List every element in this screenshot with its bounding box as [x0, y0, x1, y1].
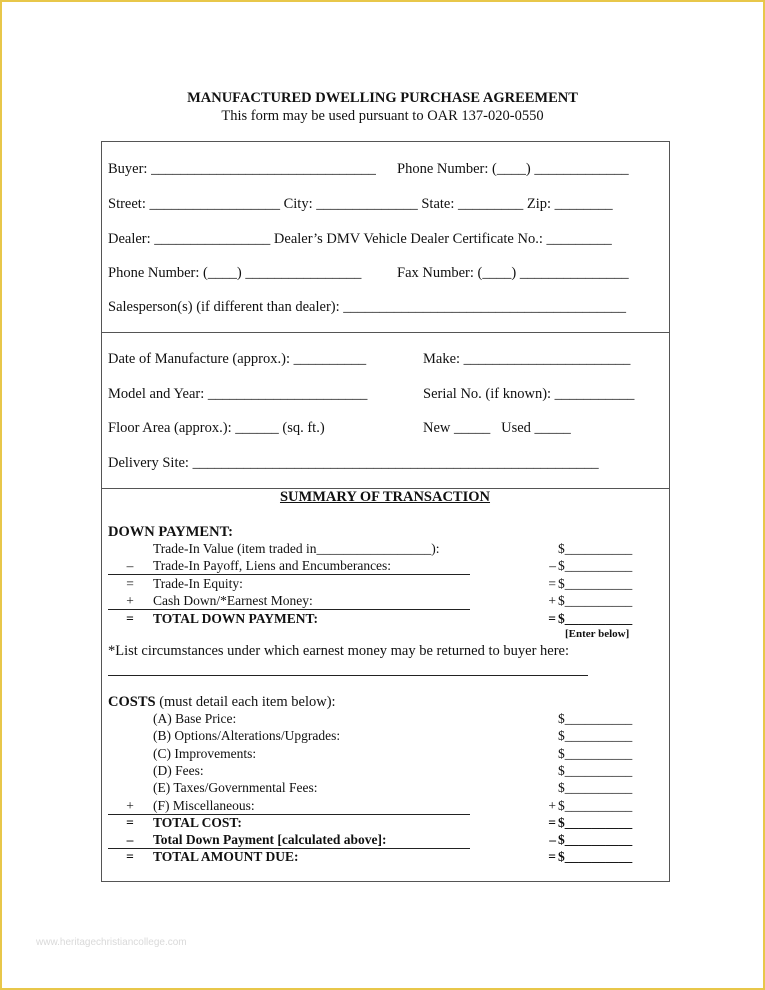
costs-heading: COSTS [108, 694, 156, 710]
row-sign: = [548, 575, 556, 591]
section-divider [101, 332, 670, 333]
row-label: (D) Fees: [153, 762, 204, 778]
row-sign: – [549, 832, 556, 848]
earnest-money-note: *List circumstances under which earnest money may be returned to buyer here: [108, 643, 570, 659]
row-sign: = [548, 849, 556, 865]
fax-field[interactable]: Fax Number: (____) _______________ [397, 265, 629, 281]
row-label: TOTAL COST: [153, 814, 242, 830]
summary-heading: SUMMARY OF TRANSACTION [279, 489, 491, 505]
buyer-field[interactable]: Buyer: _______________________________ [108, 161, 376, 177]
buyer-phone-field[interactable]: Phone Number: (____) _____________ [397, 161, 629, 177]
amount-field[interactable]: $__________ [558, 832, 633, 848]
row-label: Trade-In Payoff, Liens and Encumberances: [153, 558, 392, 574]
form-subtitle: This form may be used pursuant to OAR 137-020-0550 [221, 108, 544, 124]
earnest-money-line[interactable] [108, 675, 588, 676]
delivery-site-field[interactable]: Delivery Site: ________________________________________________________ [108, 455, 599, 471]
row-operator: – [126, 832, 134, 848]
row-operator: + [126, 593, 134, 609]
row-sign: = [548, 814, 556, 830]
row-label: (E) Taxes/Governmental Fees: [153, 780, 318, 796]
row-label: Cash Down/*Earnest Money: [153, 593, 313, 609]
row-operator: = [126, 814, 134, 830]
amount-field[interactable]: $__________ [558, 575, 633, 591]
row-sign: + [548, 797, 556, 813]
row-label: (F) Miscellaneous: [153, 797, 255, 813]
amount-field[interactable]: $__________ [558, 728, 633, 744]
amount-field[interactable]: $__________ [558, 814, 633, 830]
row-operator: + [126, 797, 134, 813]
amount-field[interactable]: $__________ [558, 762, 633, 778]
amount-field[interactable]: $__________ [558, 610, 633, 626]
enter-below-note: [Enter below] [565, 628, 630, 640]
amount-field[interactable]: $__________ [558, 745, 633, 761]
make-field[interactable]: Make: _______________________ [423, 351, 631, 367]
row-label: (C) Improvements: [153, 745, 257, 761]
row-label: TOTAL DOWN PAYMENT: [153, 610, 319, 626]
new-used-field[interactable]: New _____ Used _____ [423, 420, 571, 436]
amount-field[interactable]: $__________ [558, 780, 633, 796]
row-sign: – [549, 558, 556, 574]
address-field[interactable]: Street: __________________ City: ______________ State: _________ Zip: ________ [108, 196, 613, 212]
row-label: (A) Base Price: [153, 711, 237, 726]
salesperson-field[interactable]: Salesperson(s) (if different than dealer): _______________________________________ [108, 299, 627, 315]
row-label: (B) Options/Alterations/Upgrades: [153, 728, 341, 744]
date-of-manufacture-field[interactable]: Date of Manufacture (approx.): __________ [108, 351, 367, 367]
floor-area-field[interactable]: Floor Area (approx.): ______ (sq. ft.) [108, 420, 325, 436]
row-operator: = [126, 849, 134, 865]
amount-field[interactable]: $__________ [558, 849, 633, 865]
costs-note: (must detail each item below): [155, 694, 336, 710]
down-payment-heading: DOWN PAYMENT: [108, 524, 233, 540]
row-operator: = [126, 610, 134, 626]
amount-field[interactable]: $__________ [558, 558, 633, 574]
row-operator: – [126, 558, 134, 574]
row-operator: = [126, 575, 134, 591]
row-sign: + [548, 593, 556, 609]
row-label: Trade-In Value (item traded in_________________): [153, 541, 440, 556]
amount-field[interactable]: $__________ [558, 541, 633, 556]
costs-heading-line [108, 694, 336, 711]
row-label: Total Down Payment [calculated above]: [153, 832, 387, 848]
amount-field[interactable]: $__________ [558, 797, 633, 813]
dealer-field[interactable]: Dealer: ________________ Dealer’s DMV Vehicle Dealer Certificate No.: _________ [108, 231, 612, 247]
amount-field[interactable]: $__________ [558, 711, 633, 726]
serial-field[interactable]: Serial No. (if known): ___________ [423, 386, 635, 402]
row-sign: = [548, 610, 556, 626]
amount-field[interactable]: $__________ [558, 593, 633, 609]
watermark: www.heritagechristiancollege.com [36, 937, 187, 948]
row-label: TOTAL AMOUNT DUE: [153, 849, 299, 865]
dealer-phone-field[interactable]: Phone Number: (____) ________________ [108, 265, 362, 281]
form-title: MANUFACTURED DWELLING PURCHASE AGREEMENT [187, 90, 578, 106]
model-year-field[interactable]: Model and Year: ______________________ [108, 386, 368, 402]
row-label: Trade-In Equity: [153, 575, 243, 591]
